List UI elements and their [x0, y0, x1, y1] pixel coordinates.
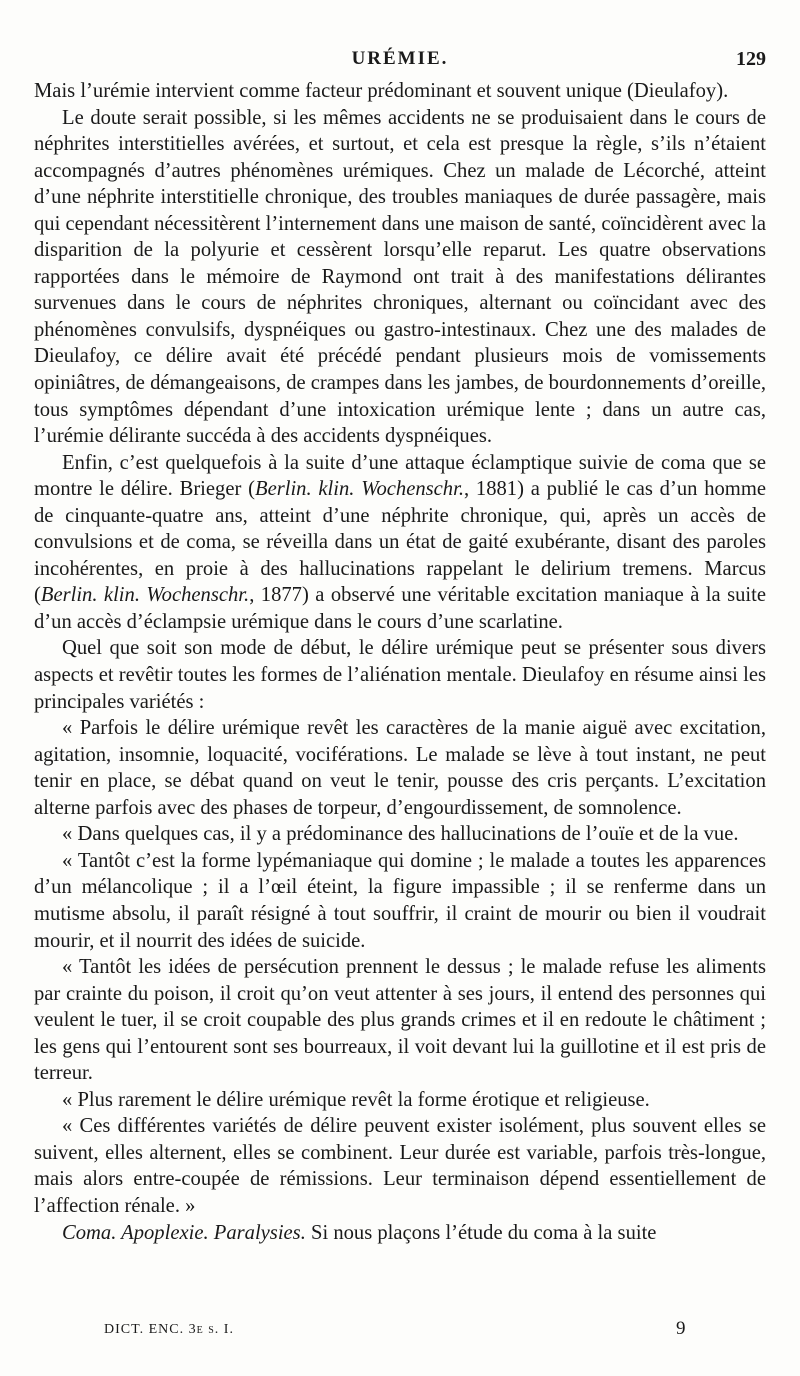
- quoted-paragraph: « Ces différentes variétés de délire peuvent exister isolément, plus souvent elles se suivent, elles alternent, elles se combinent. Leur durée est variable, parfois très-longue, mais alors entre-coupée de rémissions. Leur terminaison dépend essentiellement de l’affection rénale. »: [34, 1115, 766, 1217]
- paragraph: [34, 1220, 766, 1247]
- journal-title: Berlin. klin. Wochenschr.: [40, 584, 250, 607]
- paragraph-text: , 1881) a publié le cas d’un homme de cinquante-quatre ans, atteint d’une néphrite chronique, qui, après un accès de convulsions et de coma, se réveilla dans un état de gaité exubérante, disant des paroles incohérentes, en proie à des hallucinations rappelant le delirium tremens. Marcus (: [34, 478, 766, 607]
- paragraph-text: Si nous plaçons l’étude du coma à la suite: [305, 1221, 657, 1244]
- paragraph: Mais l’urémie intervient comme facteur prédominant et souvent unique (Dieulafoy).: [34, 80, 729, 102]
- page-footer: [34, 1318, 766, 1348]
- paragraph: [34, 450, 766, 636]
- running-head: [34, 42, 766, 78]
- journal-title: Berlin. klin. Wochenschr.: [254, 478, 464, 501]
- quoted-paragraph: « Tantôt les idées de persécution prennent le dessus ; le malade refuse les aliments par crainte du poison, il croit qu’on veut attenter à ses jours, il entend des personnes qui veulent le tuer, il se croit coupable des plus grands crimes et il en redoute le châtiment ; les gens qui l’entourent sont ses bourreaux, il voit devant lui la guillotine et il est pris de terreur.: [34, 956, 766, 1085]
- printer-signature: DICT. ENC. 3e s. I.: [104, 1322, 234, 1337]
- paragraph: Le doute serait possible, si les mêmes accidents ne se produisaient dans le cours de néphrites interstitielles avérées, et surtout, et cela est presque la règle, s’ils n’étaient accompagnés d’autres phénomènes urémiques. Chez un malade de Lécorché, atteint d’une néphrite interstitielle chronique, des troubles maniaques de durée passagère, mais qui cependant nécessitèrent l’internement dans une maison de santé, coïncidèrent avec la disparition de la polyurie et cessèrent lorsqu’elle reparut. Les quatre observations rapportées dans le mémoire de Raymond ont trait à des manifestations délirantes survenues dans le cours de néphrites chroniques, alternant ou coïncidant avec des phénomènes convulsifs, dyspnéiques ou gastro-intestinaux. Chez une des malades de Dieulafoy, ce délire avait été précédé pendant plusieurs mois de vomissements opiniâtres, de démangeaisons, de crampes dans les jambes, de bourdonnements d’oreille, tous symptômes dépendant d’une intoxication urémique lente ; dans un autre cas, l’urémie délirante succéda à des accidents dyspnéiques.: [34, 106, 767, 448]
- paragraph-text: Enfin, c’est quelquefois à la suite d’une attaque éclamptique suivie de coma que se montre le délire. Brieger (: [34, 451, 766, 501]
- section-heading: Coma. Apoplexie. Paralysies.: [62, 1221, 306, 1244]
- quoted-paragraph: « Plus rarement le délire urémique revêt la forme érotique et religieuse.: [62, 1088, 650, 1111]
- signature-number: 9: [676, 1318, 686, 1339]
- quoted-paragraph: « Dans quelques cas, il y a prédominance des hallucinations de l’ouïe et de la vue.: [62, 823, 739, 846]
- paragraph-text: , 1877) a observé une véritable excitation maniaque à la suite d’un accès d’éclampsie urémique dans le cours d’une scarlatine.: [34, 584, 766, 633]
- quoted-paragraph: « Parfois le délire urémique revêt les caractères de la manie aiguë avec excitation, agitation, insomnie, loquacité, vociférations. Le malade se lève à tout instant, ne peut tenir en place, se débat quand on veut le tenir, pousse des cris perçants. L’excitation alterne parfois avec des phases de torpeur, d’engourdissement, de somnolence.: [34, 717, 766, 819]
- running-title: URÉMIE.: [351, 48, 449, 69]
- paragraph: Quel que soit son mode de début, le délire urémique peut se présenter sous divers aspects et revêtir toutes les formes de l’aliénation mentale. Dieulafoy en résume ainsi les principales variétés :: [34, 637, 766, 713]
- body-text: [34, 78, 766, 1246]
- quoted-paragraph: « Tantôt c’est la forme lypémaniaque qui domine ; le malade a toutes les apparences d’un mélancolique ; il a l’œil éteint, la figure impassible ; il se renferme dans un mutisme absolu, il paraît résigné à tout souffrir, il craint de mourir ou bien il voudrait mourir, et il nourrit des idées de suicide.: [34, 849, 766, 952]
- page-number: 129: [736, 48, 766, 70]
